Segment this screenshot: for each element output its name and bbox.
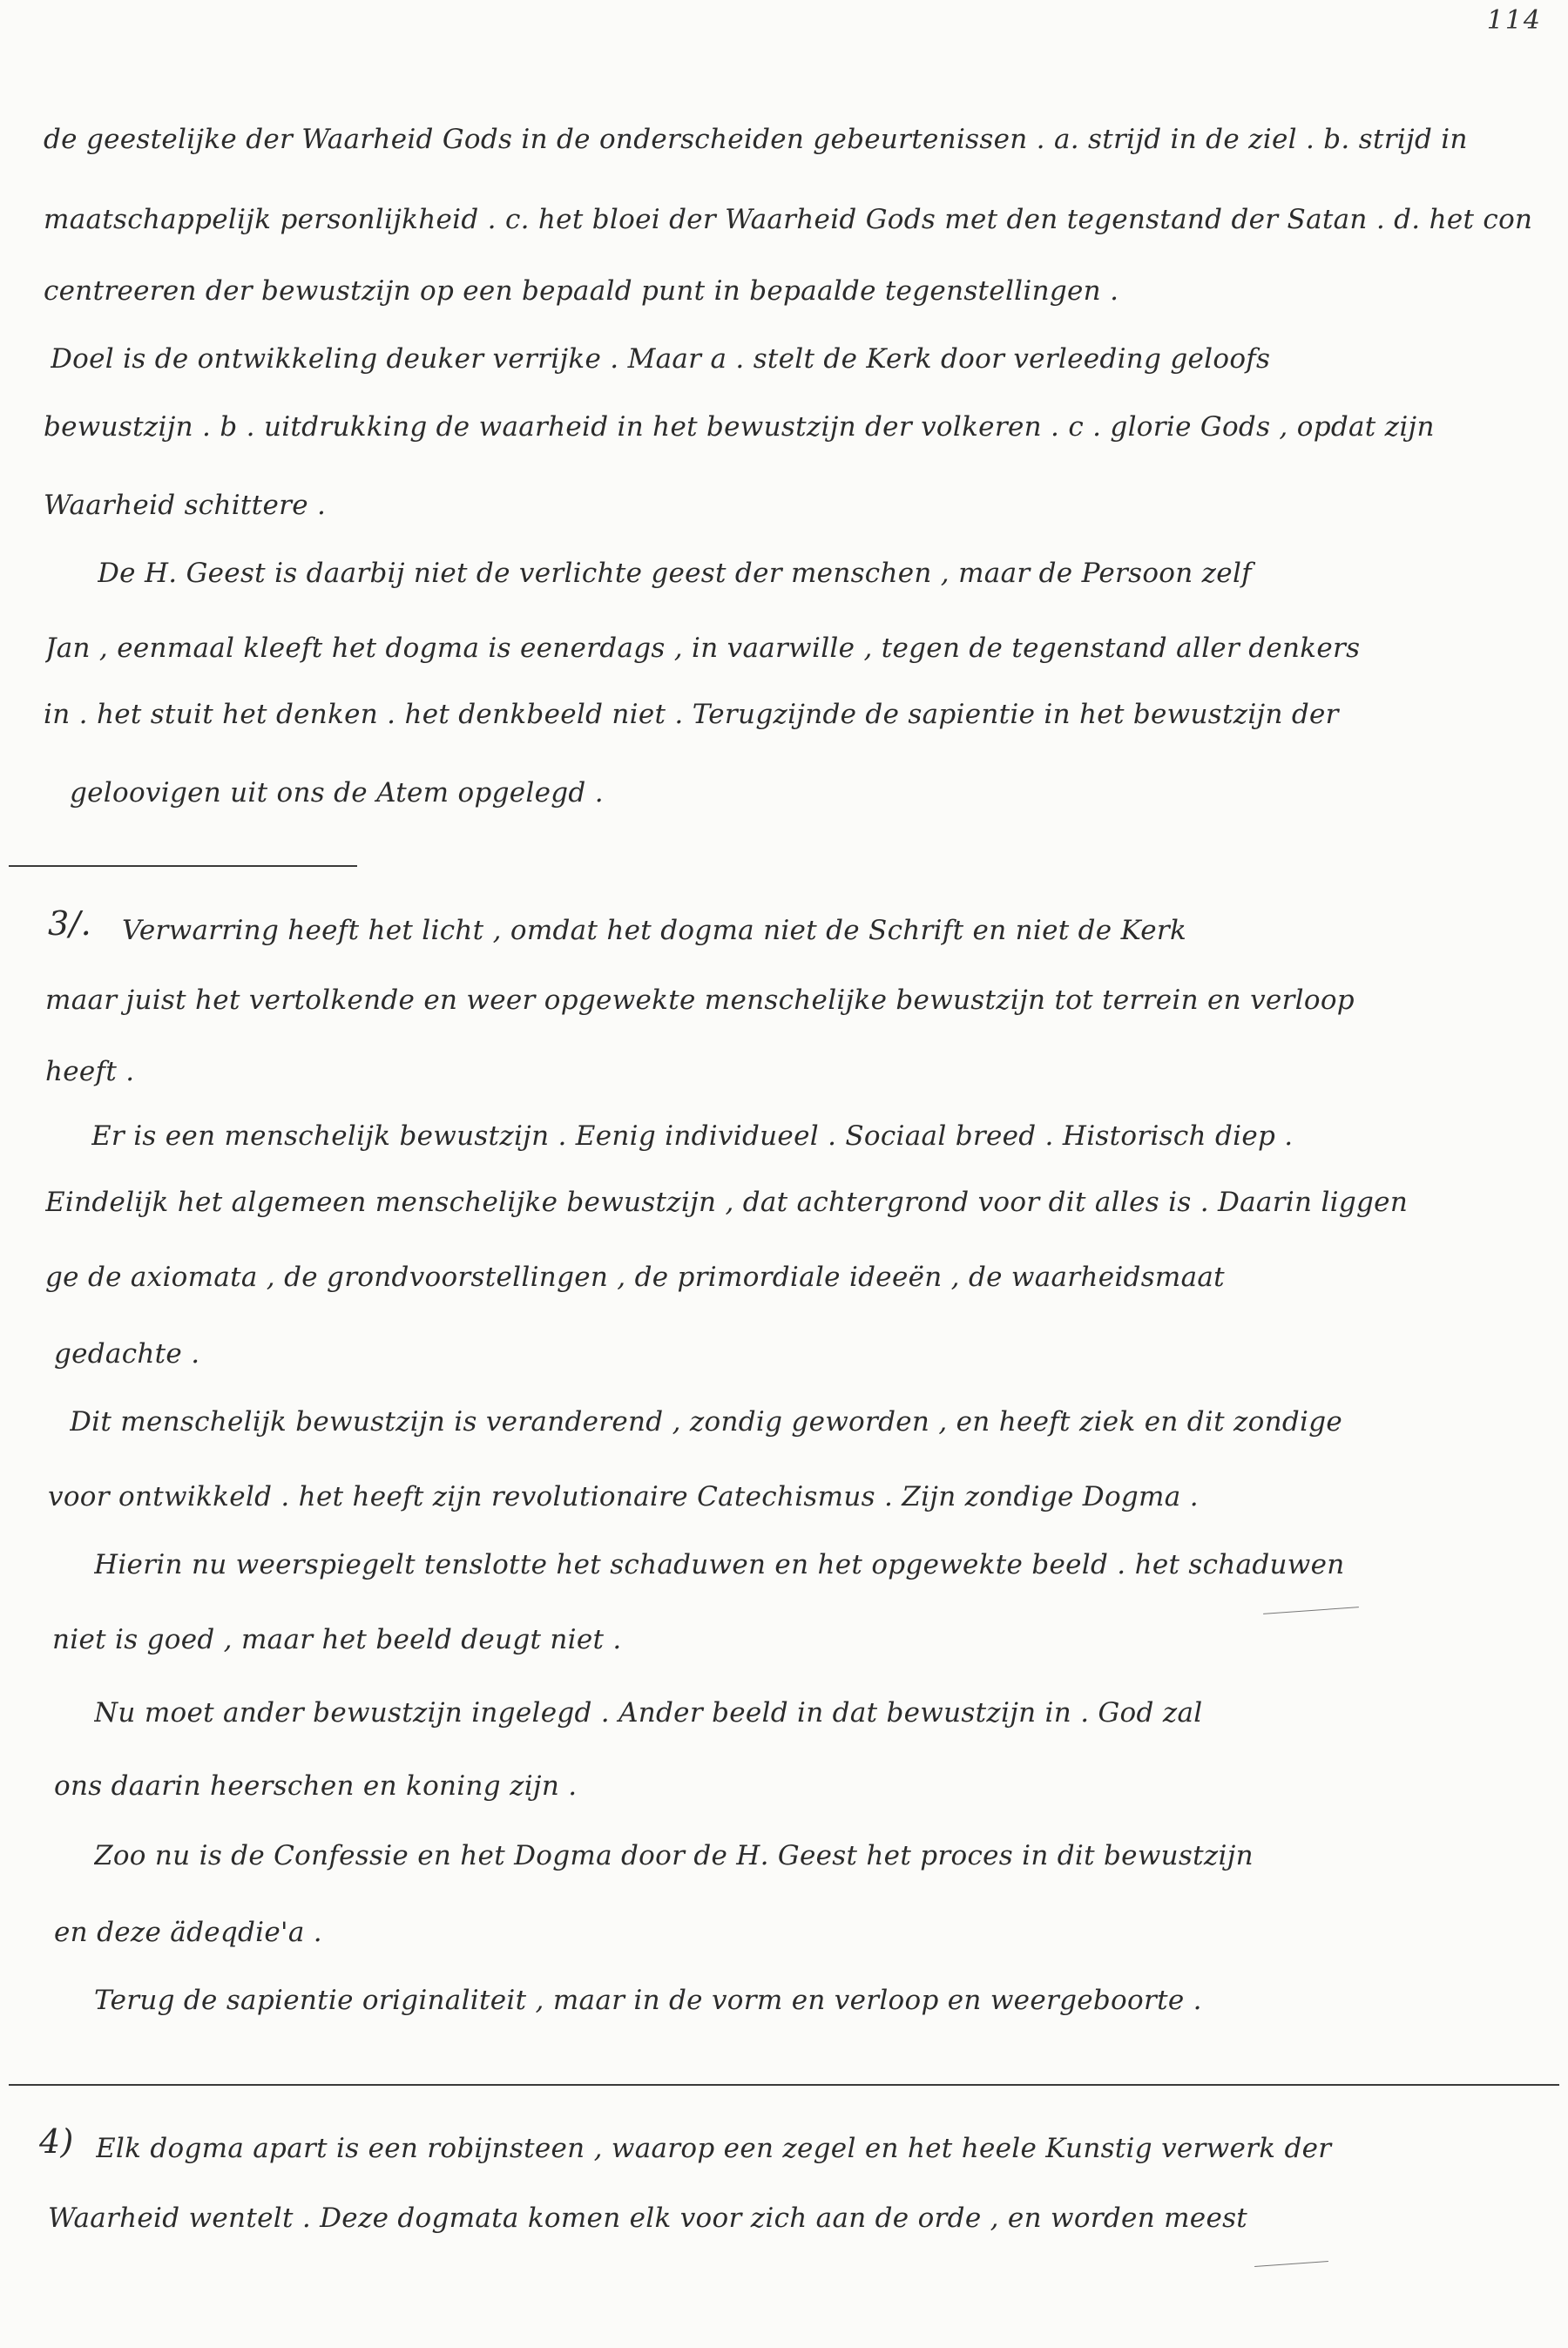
text-line-2: maatschappelijk personlijkheid . c. het bloei der Waarheid Gods met den tegenstand der Satan . d. het con [44, 204, 1533, 235]
text-line-17: gedachte . [54, 1338, 200, 1370]
text-line-6: Waarheid schittere . [44, 490, 327, 521]
text-line-21: niet is goed , maar het beeld deugt niet . [52, 1624, 622, 1655]
section-divider-2 [9, 2084, 1559, 2086]
text-line-4: Doel is de ontwikkeling deuker verrijke . Maar a . stelt de Kerk door verleeding geloofs [51, 343, 1271, 375]
text-line-28: Waarheid wentelt . Deze dogmata komen elk voor zich aan de orde , en worden meest [48, 2203, 1248, 2234]
text-line-11: Verwarring heeft het licht , omdat het dogma niet de Schrift en niet de Kerk [122, 915, 1187, 946]
text-line-14: Er is een menschelijk bewustzijn . Eenig individueel . Sociaal breed . Historisch diep . [91, 1120, 1294, 1152]
section-4-number: 4) [39, 2124, 74, 2161]
text-line-20: Hierin nu weerspiegelt tenslotte het schaduwen en het opgewekte beeld . het schaduwen [94, 1549, 1345, 1580]
text-line-19: voor ontwikkeld . het heeft zijn revolutionaire Catechismus . Zijn zondige Dogma . [48, 1481, 1199, 1512]
text-line-25: en deze ädeqdie'a . [54, 1917, 322, 1948]
text-line-22: Nu moet ander bewustzijn ingelegd . Ander beeld in dat bewustzijn in . God zal [94, 1697, 1203, 1729]
pen-flourish-2 [1254, 2261, 1328, 2267]
text-line-24: Zoo nu is de Confessie en het Dogma door de H. Geest het proces in dit bewustzijn [94, 1840, 1254, 1871]
text-line-23: ons daarin heerschen en koning zijn . [54, 1770, 578, 1802]
page-number: 114 [1486, 5, 1542, 36]
text-line-12: maar juist het vertolkende en weer opgewekte menschelijke bewustzijn tot terrein en verloop [45, 985, 1355, 1016]
text-line-15: Eindelijk het algemeen menschelijke bewustzijn , dat achtergrond voor dit alles is . Daarin liggen [45, 1187, 1409, 1218]
section-3-number: 3/. [48, 906, 91, 943]
text-line-18: Dit menschelijk bewustzijn is veranderend , zondig geworden , en heeft ziek en dit zondige [70, 1406, 1343, 1438]
text-line-13: heeft . [45, 1056, 135, 1087]
text-line-8: Jan , eenmaal kleeft het dogma is eenerdags , in vaarwille , tegen de tegenstand aller denkers [45, 633, 1361, 664]
text-line-7: De H. Geest is daarbij niet de verlichte geest der menschen , maar de Persoon zelf [98, 558, 1252, 589]
text-line-27: Elk dogma apart is een robijnsteen , waarop een zegel en het heele Kunstig verwerk der [96, 2133, 1332, 2164]
text-line-5: bewustzijn . b . uitdrukking de waarheid in het bewustzijn der volkeren . c . glorie Gods , opdat zijn [44, 411, 1435, 443]
text-line-1: de geestelijke der Waarheid Gods in de onderscheiden gebeurtenissen . a. strijd in de ziel . b. strijd in [44, 124, 1468, 155]
text-line-3: centreeren der bewustzijn op een bepaald punt in bepaalde tegenstellingen . [44, 275, 1119, 307]
pen-flourish-1 [1263, 1607, 1359, 1614]
text-line-16: ge de axiomata , de grondvoorstellingen , de primordiale ideeën , de waarheidsmaat [45, 1262, 1225, 1293]
text-line-26: Terug de sapientie originaliteit , maar in de vorm en verloop en weergeboorte . [94, 1985, 1202, 2016]
text-line-10: geloovigen uit ons de Atem opgelegd . [70, 777, 604, 809]
section-divider-1 [9, 865, 357, 867]
text-line-9: in . het stuit het denken . het denkbeeld niet . Terugzijnde de sapientie in het bewustzijn der [44, 699, 1339, 730]
